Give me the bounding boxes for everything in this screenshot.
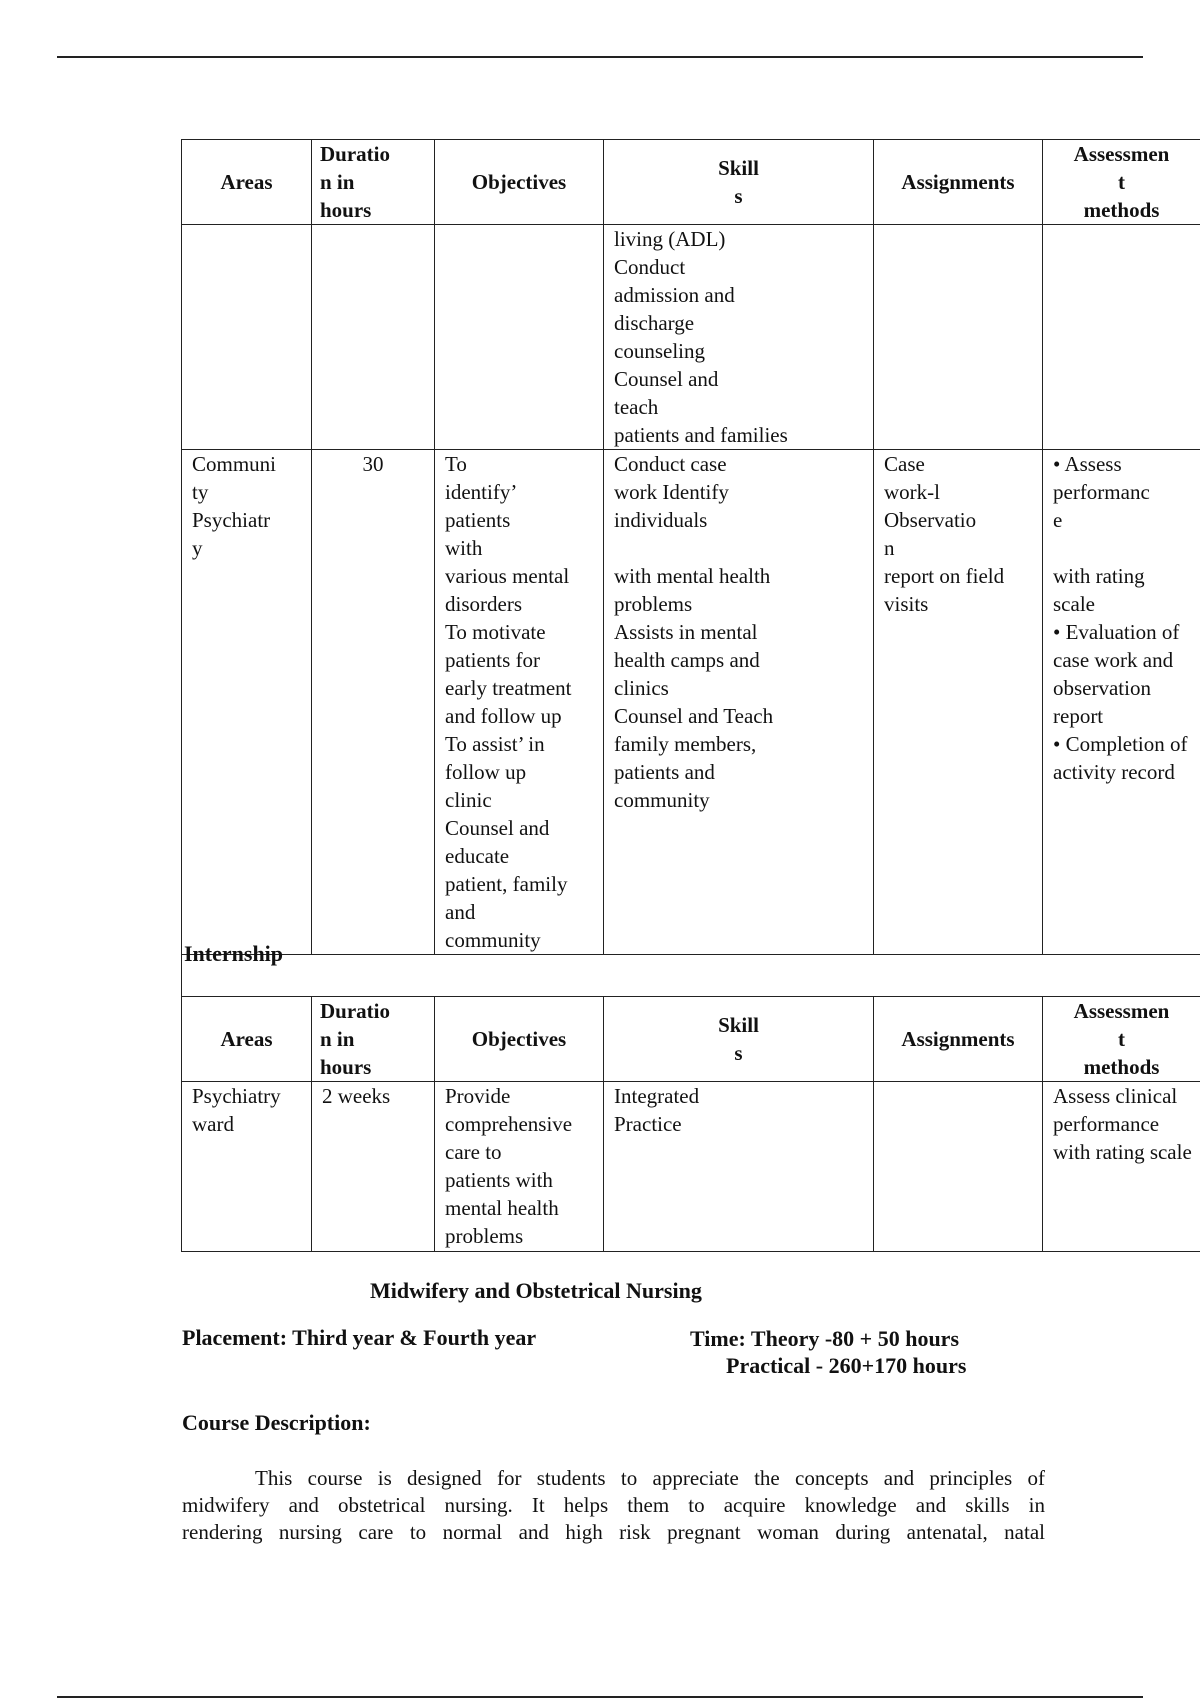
cell-text-line: individuals [614,508,708,532]
header-line: n in [320,1027,355,1051]
cell-duration: 2 weeks [312,1082,435,1252]
cell-assessment [1043,1082,1200,1252]
cell-text-line: case work and [1053,648,1174,672]
cell-objectives [435,225,604,450]
cell-text-line: admission and [614,283,735,307]
header-objectives: Objectives [435,140,604,225]
cell-duration: 30 [312,450,435,955]
header-line: s [734,1041,743,1065]
cell-text-line: y [192,536,203,560]
header-line: Assessmen [1073,999,1170,1023]
table-row [182,1082,1200,1252]
cell-assessment [1043,450,1200,955]
header-line: hours [320,198,372,222]
header-skills [604,140,874,225]
cell-text-line: performance [1053,1112,1160,1136]
header-line: hours [320,1055,372,1079]
cell-area [182,450,312,955]
cell-text-line: community [445,928,541,952]
time-practical: Practical - 260+170 hours [726,1353,967,1378]
cell-text-line: disorders [445,592,522,616]
cell-assignments [874,450,1043,955]
cell-text-line: health camps and [614,648,760,672]
cell-text-line [1053,534,1190,562]
header-duration [312,140,435,225]
cell-text-line: Assess clinical [1053,1084,1178,1108]
cell-text-line: discharge [614,311,695,335]
cell-text-line: Psychiatry [192,1084,281,1108]
cell-text-line: To [445,452,467,476]
cell-text-line: visits [884,592,929,616]
header-assignments: Assignments [874,140,1043,225]
cell-text-line: early treatment [445,676,572,700]
header-objectives: Objectives [435,997,604,1082]
cell-text-line: Psychiatr [192,508,271,532]
cell-text-line: Counsel and [445,816,550,840]
cell-skills [604,225,874,450]
header-areas: Areas [182,997,312,1082]
cell-text-line: e [1053,508,1063,532]
cell-text-line: patient, family [445,872,568,896]
time-theory: Time: Theory -80 + 50 hours [690,1326,960,1351]
cell-objectives [435,450,604,955]
cell-text-line: • Evaluation of [1053,620,1180,644]
cell-text-line: clinics [614,676,669,700]
cell-text-line: To motivate [445,620,546,644]
cell-text-line: report [1053,704,1104,728]
cell-text-line: counseling [614,339,705,363]
cell-skills [604,1082,874,1252]
cell-text-line: Case [884,452,925,476]
cell-objectives [435,1082,604,1252]
cell-text-line: comprehensive [445,1112,573,1136]
cell-text-line: Observatio [884,508,977,532]
header-line: Assessmen [1073,142,1170,166]
cell-assessment [1043,225,1200,450]
header-line: Duratio [320,999,390,1023]
cell-text-line: patients [445,508,511,532]
course-title: Midwifery and Obstetrical Nursing [370,1278,702,1303]
cell-text-line: • Assess [1053,452,1122,476]
cell-assignments [874,1082,1043,1252]
header-skills [604,997,874,1082]
cell-text-line: Conduct [614,255,686,279]
cell-text-line: Counsel and Teach [614,704,774,728]
cell-text-line: various mental [445,564,570,588]
header-line: n in [320,170,355,194]
cell-text-line: Counsel and [614,367,719,391]
cell-text-line: educate [445,844,510,868]
header-line: s [734,184,743,208]
cell-text-line: problems [614,592,693,616]
cell-text-line: Integrated [614,1084,700,1108]
cell-text-line: n [884,536,895,560]
table-header-row [182,140,1200,225]
cell-text-line: performanc [1053,480,1150,504]
cell-text-line: Provide [445,1084,511,1108]
header-line: t [1118,1027,1125,1051]
clinical-table-2 [181,996,1200,1252]
cell-text-line: mental health [445,1196,559,1220]
header-assessment [1043,140,1200,225]
table-header-row [182,997,1200,1082]
page-top-rule [57,56,1143,58]
description-line: rendering nursing care to normal and high risk pregnant woman during antenatal, natal [182,1520,1045,1544]
cell-text-line: clinic [445,788,492,812]
cell-text-line: report on field [884,564,1005,588]
course-description-heading: Course Description: [182,1410,371,1435]
placement-text: Placement: Third year & Fourth year [182,1325,537,1350]
cell-text-line: Conduct case [614,452,727,476]
cell-text-line: patients and [614,760,715,784]
cell-text-line: Communi [192,452,277,476]
header-line: t [1118,170,1125,194]
cell-text-line: patients for [445,648,541,672]
cell-text-line: care to [445,1140,502,1164]
header-assignments: Assignments [874,997,1043,1082]
cell-text-line: community [614,788,710,812]
cell-text-line: • Completion of [1053,732,1188,756]
cell-text-line: Practice [614,1112,682,1136]
cell-assignments [874,225,1043,450]
cell-text-line: with [445,536,483,560]
header-line: methods [1083,198,1160,222]
cell-text-line: with mental health [614,564,771,588]
table-row [182,450,1200,955]
cell-text-line: ty [192,480,209,504]
cell-text-line: with rating [1053,564,1145,588]
cell-text-line: Assists in mental [614,620,758,644]
cell-text-line: and [445,900,476,924]
cell-area [182,1082,312,1252]
cell-duration [312,225,435,450]
cell-area [182,225,312,450]
header-duration [312,997,435,1082]
course-description [182,1465,1045,1546]
cell-skills [604,450,874,955]
header-areas: Areas [182,140,312,225]
cell-text-line: and follow up [445,704,562,728]
cell-text-line: patients and families [614,423,788,447]
table-row [182,225,1200,450]
cell-text-line: follow up [445,760,527,784]
cell-text-line: activity record [1053,760,1175,784]
header-assessment [1043,997,1200,1082]
cell-text-line: work-l [884,480,940,504]
cell-text-line: teach [614,395,659,419]
description-line: midwifery and obstetrical nursing. It helps them to acquire knowledge and skills in [182,1493,1045,1517]
cell-text-line: patients with [445,1168,553,1192]
time-text [690,1325,966,1379]
cell-text-line [614,534,863,562]
description-line: This course is designed for students to appreciate the concepts and principles of [255,1466,1045,1490]
header-line: Duratio [320,142,390,166]
page-bottom-rule [57,1696,1143,1698]
cell-text-line: identify’ [445,480,518,504]
clinical-table-1 [181,139,1200,955]
cell-text-line: To assist’ in [445,732,545,756]
cell-text-line: living (ADL) [614,227,726,251]
cell-text-line: observation [1053,676,1151,700]
header-line: Skill [718,1013,759,1037]
cell-text-line: problems [445,1224,524,1248]
cell-text-line: with rating scale [1053,1140,1192,1164]
internship-heading: Internship [181,938,1200,996]
cell-text-line: work Identify [614,480,729,504]
cell-text-line: family members, [614,732,757,756]
cell-text-line: scale [1053,592,1095,616]
header-line: methods [1083,1055,1160,1079]
header-line: Skill [718,156,759,180]
cell-text-line: ward [192,1112,234,1136]
